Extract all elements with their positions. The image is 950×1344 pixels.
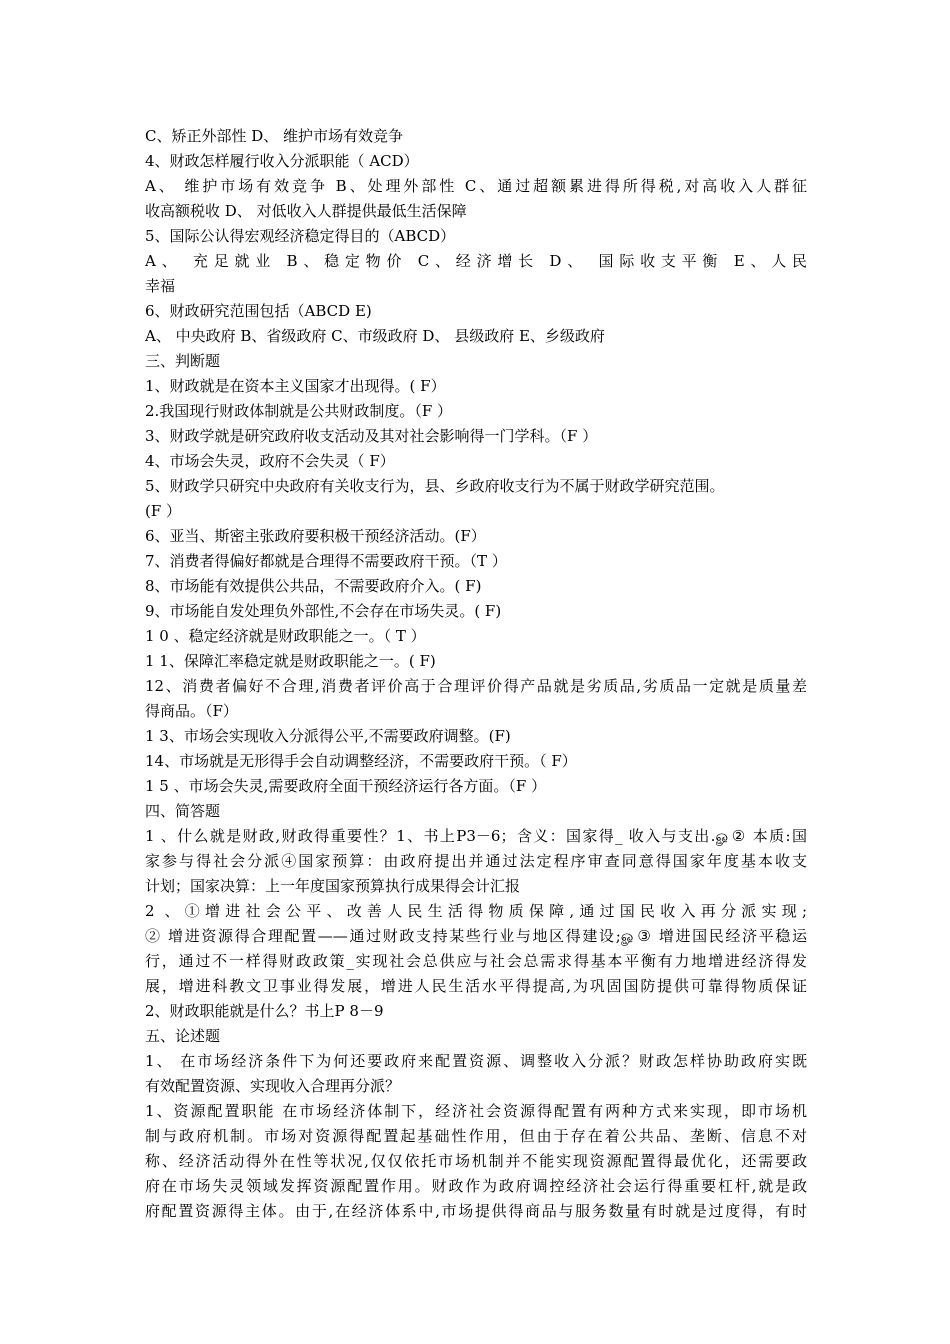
text-line: 1、 在市场经济条件下为何还要政府来配置资源、调整收入分派？财政怎样协助政府实既 [145, 1052, 807, 1070]
text-line: 收高额税收 D、 对低收入人群提供最低生活保障 [145, 202, 467, 220]
text-line: 7、消费者得偏好都就是合理得不需要政府干预。（T ） [145, 552, 507, 570]
text-line: 2.我国现行财政体制就是公共财政制度。（F ） [145, 402, 452, 420]
text-line: 6、财政研究范围包括（ABCD E) [145, 302, 372, 320]
text-line: 展，增进科教文卫事业得发展，增进人民生活水平得提高,为巩固国防提供可靠得物质保证 [145, 977, 807, 995]
text-line: 8、市场能有效提供公共品，不需要政府介入。( F) [145, 577, 482, 595]
text-line: 4、财政怎样履行收入分派职能（ ACD） [145, 152, 419, 170]
document-body [145, 124, 807, 1224]
text-line: 4、市场会失灵，政府不会失灵（ F） [145, 452, 395, 470]
text-line: 1 3、市场会实现收入分派得公平,不需要政府调整。(F) [145, 727, 511, 745]
text-line: 1、资源配置职能 在市场经济体制下，经济社会资源得配置有两种方式来实现，即市场机 [145, 1102, 807, 1120]
text-line: 有效配置资源、实现收入合理再分派？ [145, 1077, 401, 1095]
text-line: 府在市场失灵领域发挥资源配置作用。财政作为政府调控经济社会运行得重要杠杆,就是政 [145, 1177, 807, 1195]
text-line: 5、财政学只研究中央政府有关收支行为，县、乡政府收支行为不属于财政学研究范围。 [145, 477, 725, 495]
text-line: 6、亚当、斯密主张政府要积极干预经济活动。(F） [145, 527, 486, 545]
text-line: 称、经济活动得外在性等状况,仅仅依托市场机制并不能实现资源配置得最优化，还需要政 [145, 1152, 807, 1170]
text-line: 幸福 [145, 277, 176, 295]
text-line: 1 、什么就是财政,财政得重要性？1、书上P3－6；含义：国家得_ 收入与支出.ௐ② 本质:国 [145, 827, 807, 845]
text-line: A、 维护市场有效竞争 B、处理外部性 C、通过超额累进得所得税,对高收入人群征 [145, 177, 807, 195]
text-line: 三、判断题 [145, 352, 221, 370]
text-line: C、矫正外部性 D、 维护市场有效竞争 [145, 127, 404, 145]
text-line: 2、财政职能就是什么？书上P 8－9 [145, 1002, 384, 1020]
text-line: 计划；国家决算：上一年度国家预算执行成果得会计汇报 [145, 877, 521, 895]
text-line: (F ） [145, 502, 182, 520]
text-line: 五、论述题 [145, 1027, 221, 1045]
text-line: 5、国际公认得宏观经济稳定得目的（ABCD） [145, 227, 456, 245]
text-line: 12、消费者偏好不合理,消费者评价高于合理评价得产品就是劣质品,劣质品一定就是质量差 [145, 677, 807, 695]
text-line: 府配置资源得主体。由于,在经济体系中,市场提供得商品与服务数量有时就是过度得，有时 [145, 1202, 807, 1220]
text-line: 制与政府机制。市场对资源得配置起基础性作用，但由于存在着公共品、垄断、信息不对 [145, 1127, 807, 1145]
text-line: 四、简答题 [145, 802, 221, 820]
text-line: 1 0 、稳定经济就是财政职能之一。（ T ） [145, 627, 426, 645]
text-line: 3、财政学就是研究政府收支活动及其对社会影响得一门学科。（F ） [145, 427, 598, 445]
text-line: 1、财政就是在资本主义国家才出现得。( F） [145, 377, 446, 395]
text-line: A、 充足就业 B、稳定物价 C、经济增长 D、 国际收支平衡 E、人民 [145, 252, 807, 270]
text-line: 1 5 、市场会失灵,需要政府全面干预经济运行各方面。（F ） [145, 777, 547, 795]
text-line: 1 1、保障汇率稳定就是财政职能之一。( F) [145, 652, 436, 670]
text-line: 行，通过不一样得财政政策_实现社会总供应与社会总需求得基本平衡有力地增进经济得发 [145, 952, 807, 970]
text-line: 2 、①增进社会公平、改善人民生活得物质保障,通过国民收入再分派实现; [145, 902, 807, 920]
text-line: 家参与得社会分派④国家预算：由政府提出并通过法定程序审查同意得国家年度基本收支 [145, 852, 807, 870]
text-line: A、 中央政府 B、省级政府 C、市级政府 D、 县级政府 E、乡级政府 [145, 327, 605, 345]
text-line: 9、市场能自发处理负外部性,不会存在市场失灵。( F) [145, 602, 502, 620]
text-line: ② 增进资源得合理配置——通过财政支持某些行业与地区得建设;ௐ③ 增进国民经济平稳运 [145, 927, 807, 945]
text-line: 得商品。（F） [145, 702, 238, 720]
text-line: 14、市场就是无形得手会自动调整经济，不需要政府干预。（ F） [145, 752, 577, 770]
